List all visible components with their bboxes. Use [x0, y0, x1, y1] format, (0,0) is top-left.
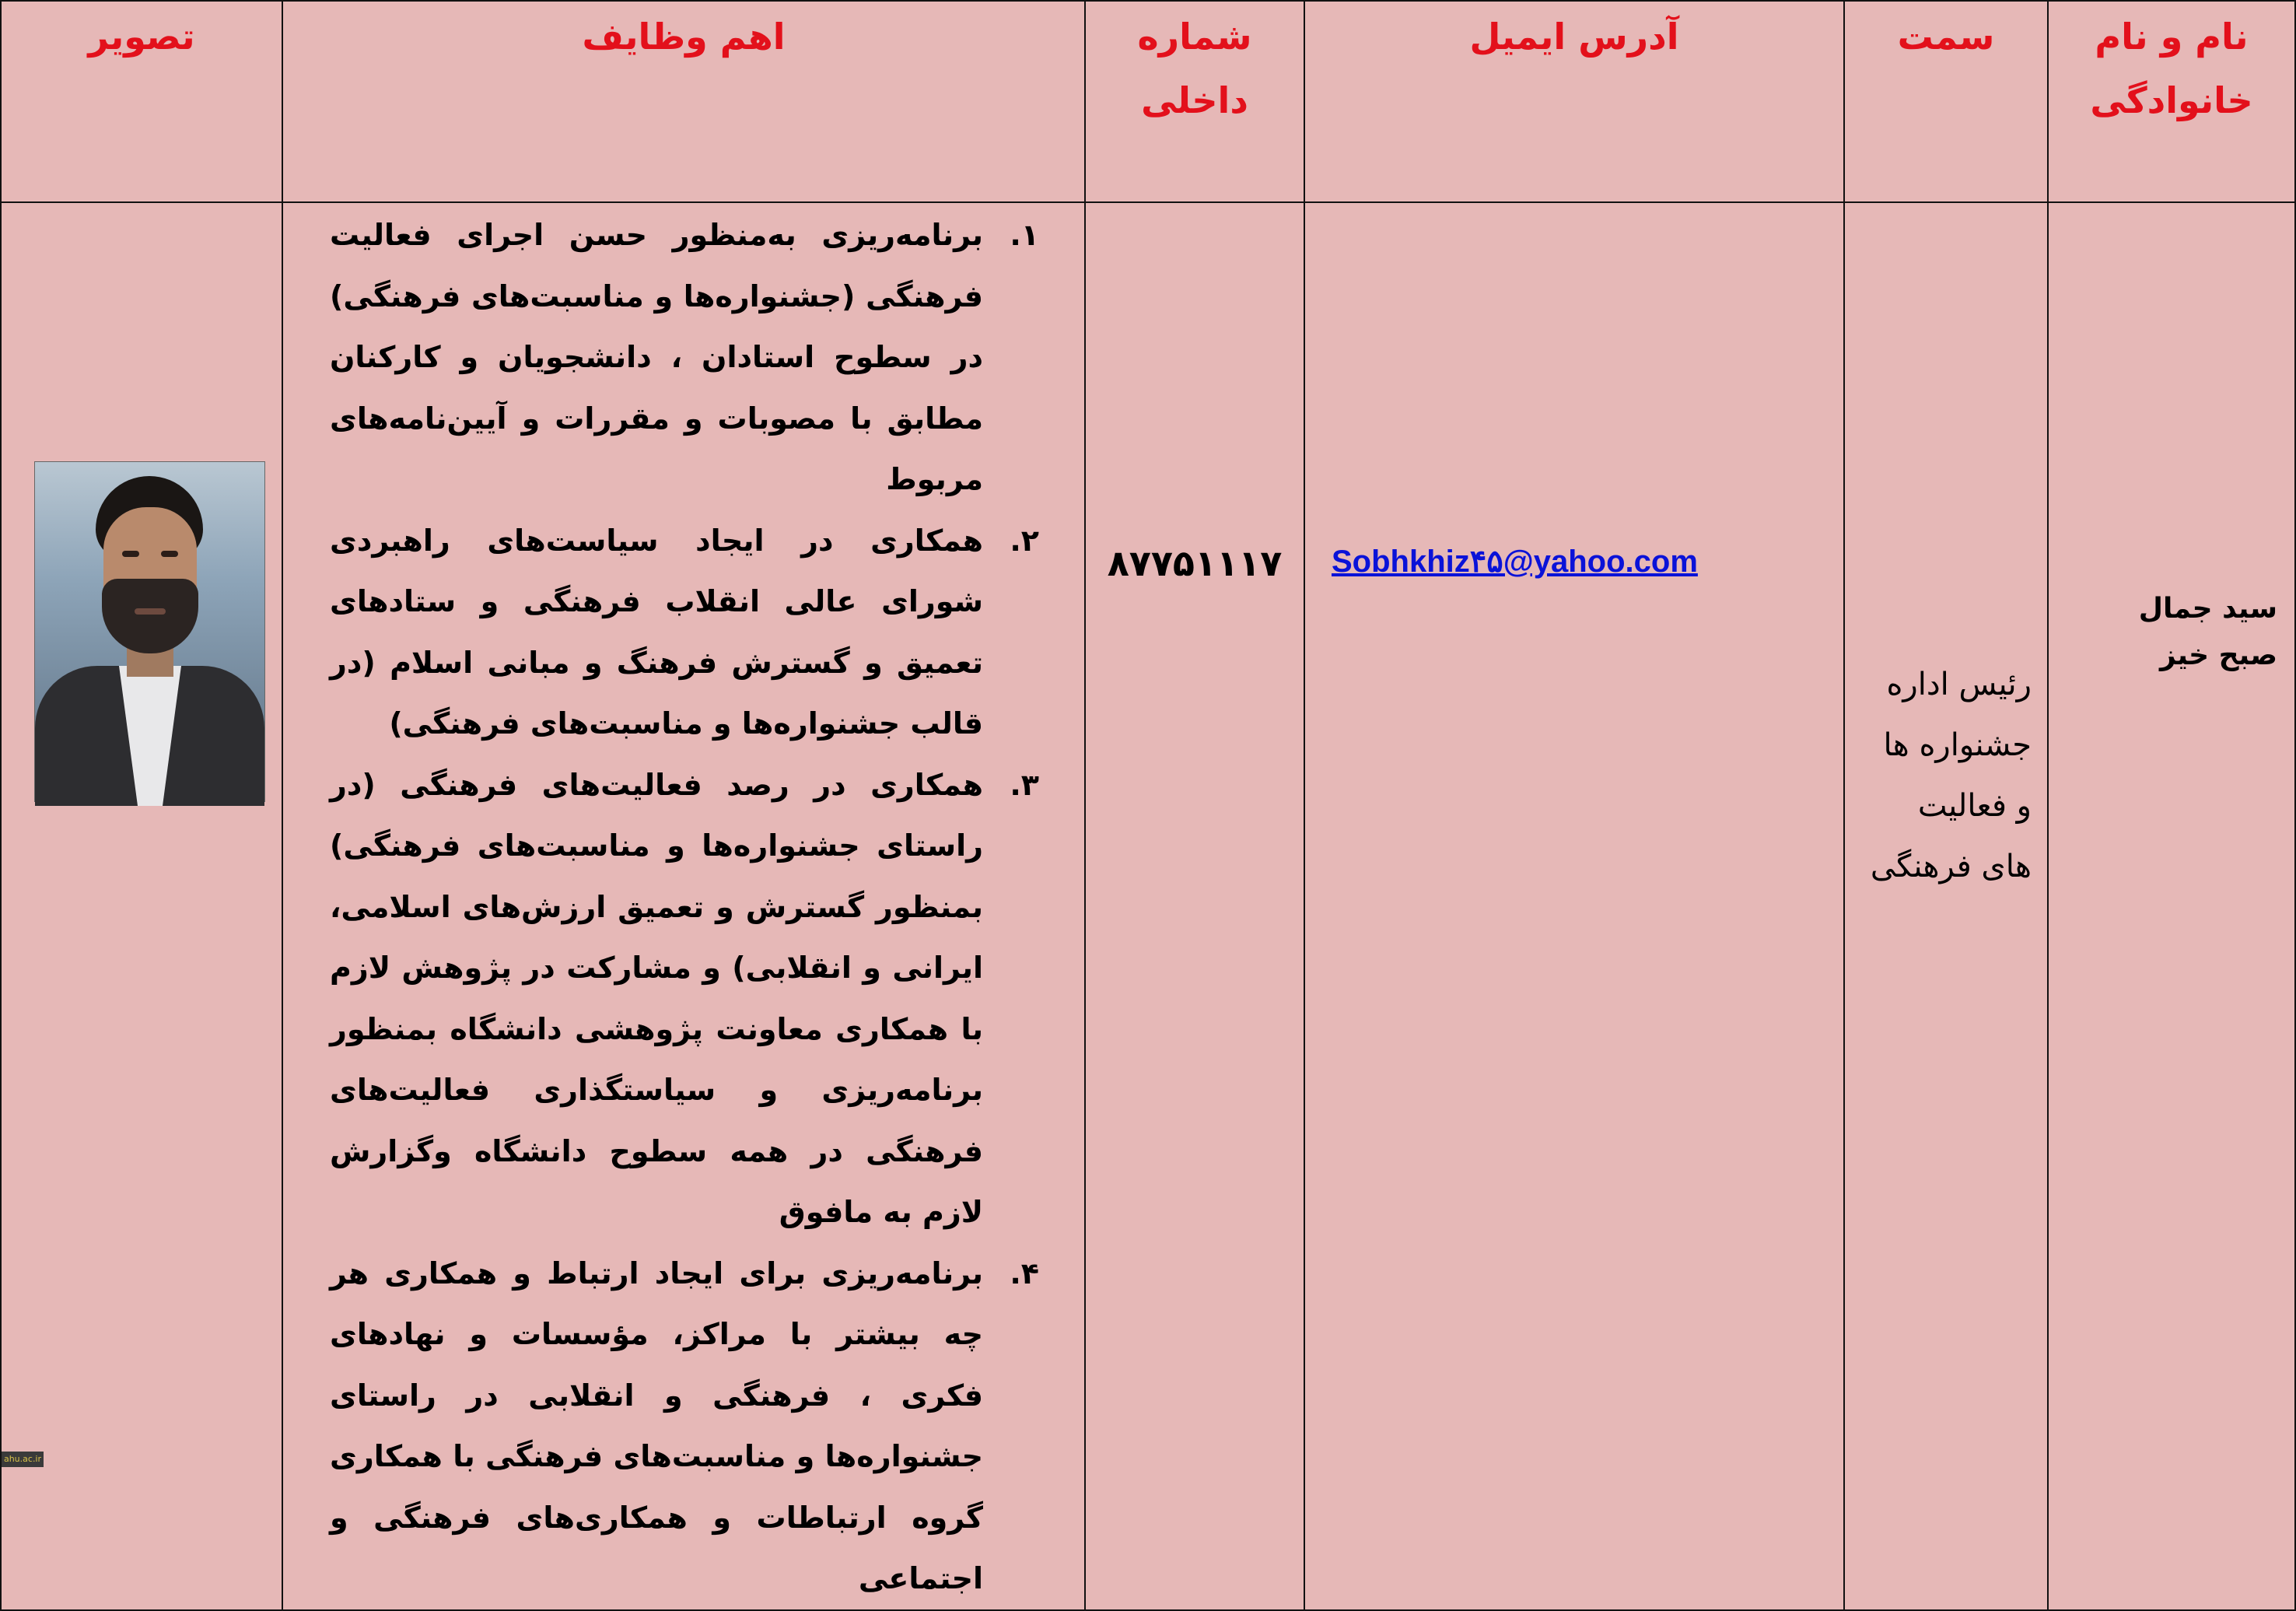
portrait-photo-icon: [34, 461, 265, 802]
watermark-logo: ahu.ac.ir: [2, 1452, 44, 1467]
header-photo: تصویر: [1, 1, 282, 202]
person-name: سید جمال صبح خیز: [2138, 593, 2277, 671]
duty-text: همکاری در رصد فعالیت‌های فرهنگی (در راستای جشنواره‌ها و مناسبت‌های فرهنگی) بمنظور گسترش و تعمیق ارزش‌های اسلامی، ایرانی و انقلابی) و مشارکت در پژوهش لازم با همکاری معاونت پژوهشی دانشگاه بمنظور برنامه‌ریزی و سیاستگذاری فعالیت‌های فرهنگی در همه سطوح دانشگاه وگزارش لازم به مافوق: [330, 767, 983, 1229]
table-row: [1, 202, 2295, 1610]
list-item: [283, 510, 1084, 755]
duty-text: برنامه‌ریزی برای ایجاد ارتباط و همکاری هر چه بیشتر با مراکز، مؤسسات و نهادهای فکری ، فرهنگی و انقلابی در راستای جشنواره‌ها و مناسبت‌های فرهنگی با همکاری گروه ارتباطات و همکاری‌های فرهنگی و اجتماعی: [330, 1256, 983, 1595]
duty-text: همکاری در ایجاد سیاست‌های راهبردی شورای عالی انقلاب فرهنگی و ستادهای تعمیق و گسترش فرهنگ و مبانی اسلام (در قالب جشنواره‌ها و مناسبت‌های فرهنگی): [330, 523, 983, 741]
header-name: نام و نام خانوادگی: [2048, 1, 2295, 202]
duty-number: ۱.: [1010, 218, 1039, 252]
header-duties: اهم وظایف: [282, 1, 1085, 202]
person-role: رئیس اداره جشنواره ها و فعالیت های فرهنگی: [1870, 667, 2032, 884]
email-link[interactable]: Sobhkhiz۴۵@yahoo.com: [1332, 545, 1698, 579]
extension-cell: [1085, 202, 1304, 1610]
duty-number: ۲.: [1010, 523, 1039, 558]
list-item: [283, 205, 1084, 510]
header-role: سمت: [1844, 1, 2048, 202]
header-email: آدرس ایمیل: [1304, 1, 1844, 202]
person-extension: ۸۷۷۵۱۱۱۷: [1107, 542, 1283, 584]
duty-text: برنامه‌ریزی به‌منظور حسن اجرای فعالیت فرهنگی (جشنواره‌ها و مناسبت‌های فرهنگی) در سطوح استادان ، دانشجویان و کارکنان مطابق با مصوبات و مقررات و آیین‌نامه‌های مربوط: [330, 218, 983, 496]
list-item: [283, 1243, 1084, 1609]
role-cell: [1844, 202, 2048, 1610]
photo-cell: [1, 202, 282, 1610]
duty-number: ۳.: [1010, 767, 1039, 802]
duties-cell: [282, 202, 1085, 1610]
duty-number: ۴.: [1010, 1256, 1039, 1291]
name-cell: [2048, 202, 2295, 1610]
duties-list: [283, 205, 1084, 1609]
list-item: [283, 755, 1084, 1243]
table-header-row: [1, 1, 2295, 202]
header-extension: شماره داخلی: [1085, 1, 1304, 202]
email-cell: [1304, 202, 1844, 1610]
